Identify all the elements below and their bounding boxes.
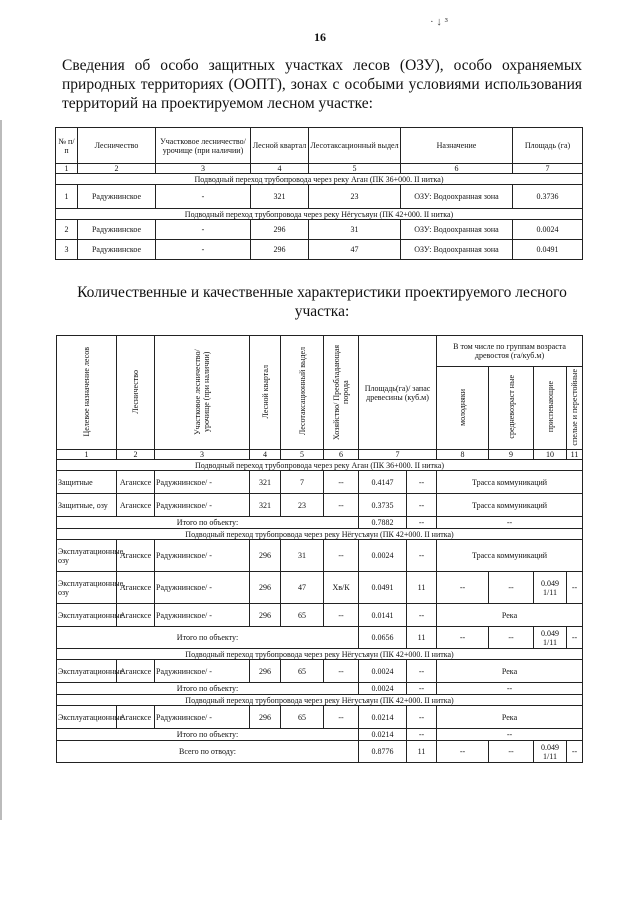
cell: 3: [56, 240, 78, 260]
cell: Агансксе: [117, 660, 155, 683]
cell: --: [437, 683, 583, 695]
cell: Агансксе: [117, 494, 155, 517]
total-row: [57, 517, 583, 529]
cell: 0.0491: [513, 240, 583, 260]
scan-edge-mark: [0, 120, 2, 820]
cell: Радужнинское: [78, 185, 156, 209]
cell: --: [324, 471, 359, 494]
cell: --: [407, 683, 437, 695]
cell: 0.0024: [359, 540, 407, 572]
group-row: [57, 460, 583, 471]
col-number: 5: [309, 164, 401, 174]
cell: Агансксе: [117, 604, 155, 627]
group-row: [57, 649, 583, 660]
cell: ОЗУ: Водоохранная зона: [401, 185, 513, 209]
col-number: 8: [437, 450, 489, 460]
col-header: Лесотаксационный выдел: [281, 336, 324, 450]
col-header: приспевающие: [534, 367, 567, 450]
cell: -: [156, 185, 251, 209]
cell: 0.049 1/11: [534, 741, 567, 763]
cell: --: [567, 741, 583, 763]
cell: ОЗУ: Водоохранная зона: [401, 220, 513, 240]
cell: 296: [250, 706, 281, 729]
col-header: Участковое лесничество/урочище (при наличии): [155, 336, 250, 450]
table-row: [57, 572, 583, 604]
col-number: 3: [156, 164, 251, 174]
cell: --: [324, 660, 359, 683]
col-number: 1: [56, 164, 78, 174]
table-header-row: [56, 128, 583, 164]
cell: Итого по объекту:: [57, 729, 359, 741]
cell: Защитные, озу: [57, 494, 117, 517]
col-header: Целевое назначение лесов: [57, 336, 117, 450]
col-header: Лесотаксационный выдел: [309, 128, 401, 164]
col-header: Участковое лесничество/урочище (при наличии): [156, 128, 251, 164]
cell: 0.0141: [359, 604, 407, 627]
table-row: [57, 604, 583, 627]
cell: Трасса коммуникаций: [437, 471, 583, 494]
cell: --: [324, 604, 359, 627]
cell: 296: [251, 240, 309, 260]
cell: Эксплуатационные: [57, 660, 117, 683]
cell: 11: [407, 741, 437, 763]
group-title: Подводный переход трубопровода через реку Нёгусъяун (ПК 42+000. II нитка): [57, 649, 583, 660]
cell: Радужнинское/ -: [155, 706, 250, 729]
cell: --: [567, 627, 583, 649]
col-header: средневозраст ные: [489, 367, 534, 450]
cell: --: [437, 741, 489, 763]
col-number: 5: [281, 450, 324, 460]
cell: 0.0214: [359, 706, 407, 729]
total-row: [57, 683, 583, 695]
table-row: [56, 240, 583, 260]
cell: Агансксе: [117, 540, 155, 572]
cell: Эксплуатационные, озу: [57, 572, 117, 604]
cell: Трасса коммуникаций: [437, 540, 583, 572]
cell: 0.4147: [359, 471, 407, 494]
cell: Река: [437, 660, 583, 683]
col-number: 2: [117, 450, 155, 460]
group-row: [56, 209, 583, 220]
cell: 0.0491: [359, 572, 407, 604]
cell: --: [489, 741, 534, 763]
cell: 65: [281, 604, 324, 627]
cell: 296: [250, 660, 281, 683]
table-row: [57, 660, 583, 683]
cell: --: [437, 729, 583, 741]
cell: --: [407, 660, 437, 683]
table-row: [56, 185, 583, 209]
cell: 0.0024: [359, 660, 407, 683]
cell: --: [324, 706, 359, 729]
cell: 11: [407, 627, 437, 649]
col-header: молодняки: [437, 367, 489, 450]
cell: 0.3736: [513, 185, 583, 209]
col-number: 11: [567, 450, 583, 460]
cell: --: [437, 517, 583, 529]
cell: --: [324, 494, 359, 517]
col-header: Площадь (га): [513, 128, 583, 164]
col-number: 9: [489, 450, 534, 460]
section-title-ozu: Сведения об особо защитных участках лесов (ОЗУ), особо охраняемых природных территориях (ООПТ), зонах с особыми условиями использования территорий на проектируемом лесном участке:: [62, 57, 582, 112]
cell: Агансксе: [117, 572, 155, 604]
grand-total-row: [57, 741, 583, 763]
cell: --: [567, 572, 583, 604]
cell: 296: [250, 604, 281, 627]
col-number: 4: [251, 164, 309, 174]
cell: Река: [437, 706, 583, 729]
cell: --: [489, 572, 534, 604]
cell: 0.0214: [359, 729, 407, 741]
cell: 0.3735: [359, 494, 407, 517]
cell: 65: [281, 660, 324, 683]
cell: 23: [309, 185, 401, 209]
col-number: 6: [324, 450, 359, 460]
total-row: [57, 729, 583, 741]
cell: 296: [251, 220, 309, 240]
cell: Радужнинское: [78, 220, 156, 240]
table-header-row: [57, 336, 583, 367]
col-number: 6: [401, 164, 513, 174]
col-header: № п/п: [56, 128, 78, 164]
col-header: Назначение: [401, 128, 513, 164]
col-number: 4: [250, 450, 281, 460]
cell: 7: [281, 471, 324, 494]
cell: Всего по отводу:: [57, 741, 359, 763]
cell: 321: [251, 185, 309, 209]
cell: Хв/К: [324, 572, 359, 604]
ozu-table: [55, 127, 583, 260]
col-header: Лесничество: [78, 128, 156, 164]
col-number: 1: [57, 450, 117, 460]
table-row: [57, 471, 583, 494]
table-row: [57, 540, 583, 572]
cell: 0.049 1/11: [534, 572, 567, 604]
col-number: 2: [78, 164, 156, 174]
cell: Река: [437, 604, 583, 627]
cell: 0.049 1/11: [534, 627, 567, 649]
cell: --: [407, 604, 437, 627]
cell: Эксплуатационные: [57, 604, 117, 627]
cell: 2: [56, 220, 78, 240]
group-row: [56, 174, 583, 185]
col-header: Лесной квартал: [250, 336, 281, 450]
col-number: 7: [513, 164, 583, 174]
cell: -: [156, 220, 251, 240]
group-row: [57, 529, 583, 540]
cell: Трасса коммуникаций: [437, 494, 583, 517]
group-title: Подводный переход трубопровода через реку Нёгусъяун (ПК 42+000. II нитка): [56, 209, 583, 220]
col-header: Площадь(га)/ запас древесины (куб.м): [359, 336, 437, 450]
cell: Радужнинское/ -: [155, 660, 250, 683]
group-title: Подводный переход трубопровода через реку Нёгусъяун (ПК 42+000. II нитка): [57, 529, 583, 540]
section-title-characteristics: Количественные и качественные характеристики проектируемого лесного участка:: [77, 284, 567, 320]
col-header: Лесничество: [117, 336, 155, 450]
col-numbers-row: [57, 450, 583, 460]
group-title: Подводный переход трубопровода через реку Аган (ПК 36+000. II нитка): [56, 174, 583, 185]
col-number: 7: [359, 450, 437, 460]
cell: Итого по объекту:: [57, 627, 359, 649]
cell: Эксплуатационные: [57, 706, 117, 729]
cell: --: [407, 517, 437, 529]
cell: 31: [309, 220, 401, 240]
col-number: 3: [155, 450, 250, 460]
total-row: [57, 627, 583, 649]
table-row: [57, 706, 583, 729]
cell: Радужнинское/ -: [155, 494, 250, 517]
cell: Защитные: [57, 471, 117, 494]
cell: 65: [281, 706, 324, 729]
cell: 47: [309, 240, 401, 260]
cell: 0.0024: [359, 683, 407, 695]
scan-marks: · ↓ ³: [430, 16, 448, 28]
cell: 296: [250, 572, 281, 604]
col-header: Лесной квартал: [251, 128, 309, 164]
cell: Радужнинское/ -: [155, 604, 250, 627]
cell: 47: [281, 572, 324, 604]
cell: --: [407, 729, 437, 741]
cell: Итого по объекту:: [57, 683, 359, 695]
cell: 11: [407, 572, 437, 604]
cell: Радужнинское/ -: [155, 471, 250, 494]
group-title: Подводный переход трубопровода через реку Нёгусъяун (ПК 42+000. II нитка): [57, 695, 583, 706]
group-title: Подводный переход трубопровода через реку Аган (ПК 36+000. II нитка): [57, 460, 583, 471]
cell: 296: [250, 540, 281, 572]
cell: 31: [281, 540, 324, 572]
cell: 321: [250, 471, 281, 494]
page-number: 16: [314, 30, 326, 44]
col-header: В том числе по группам возраста древостоя (га/куб.м): [437, 336, 583, 367]
cell: -: [156, 240, 251, 260]
cell: 1: [56, 185, 78, 209]
cell: Радужнинское/ -: [155, 540, 250, 572]
cell: Агансксе: [117, 706, 155, 729]
cell: 0.0024: [513, 220, 583, 240]
cell: --: [407, 494, 437, 517]
cell: Эксплуатационные, озу: [57, 540, 117, 572]
table-row: [57, 494, 583, 517]
group-row: [57, 695, 583, 706]
characteristics-table: [56, 335, 583, 763]
cell: Агансксе: [117, 471, 155, 494]
cell: 321: [250, 494, 281, 517]
table-row: [56, 220, 583, 240]
col-numbers-row: [56, 164, 583, 174]
cell: 0.0656: [359, 627, 407, 649]
col-header: Хозяйство/ Преобладающая порода: [324, 336, 359, 450]
cell: --: [437, 627, 489, 649]
cell: --: [489, 627, 534, 649]
cell: --: [437, 572, 489, 604]
cell: Итого по объекту:: [57, 517, 359, 529]
cell: --: [407, 706, 437, 729]
col-header: спелые и перестойные: [567, 367, 583, 450]
cell: Радужнинское: [78, 240, 156, 260]
cell: --: [324, 540, 359, 572]
cell: --: [407, 471, 437, 494]
cell: --: [407, 540, 437, 572]
cell: Радужнинское/ -: [155, 572, 250, 604]
col-number: 10: [534, 450, 567, 460]
cell: 0.7882: [359, 517, 407, 529]
cell: 23: [281, 494, 324, 517]
cell: ОЗУ: Водоохранная зона: [401, 240, 513, 260]
cell: 0.8776: [359, 741, 407, 763]
